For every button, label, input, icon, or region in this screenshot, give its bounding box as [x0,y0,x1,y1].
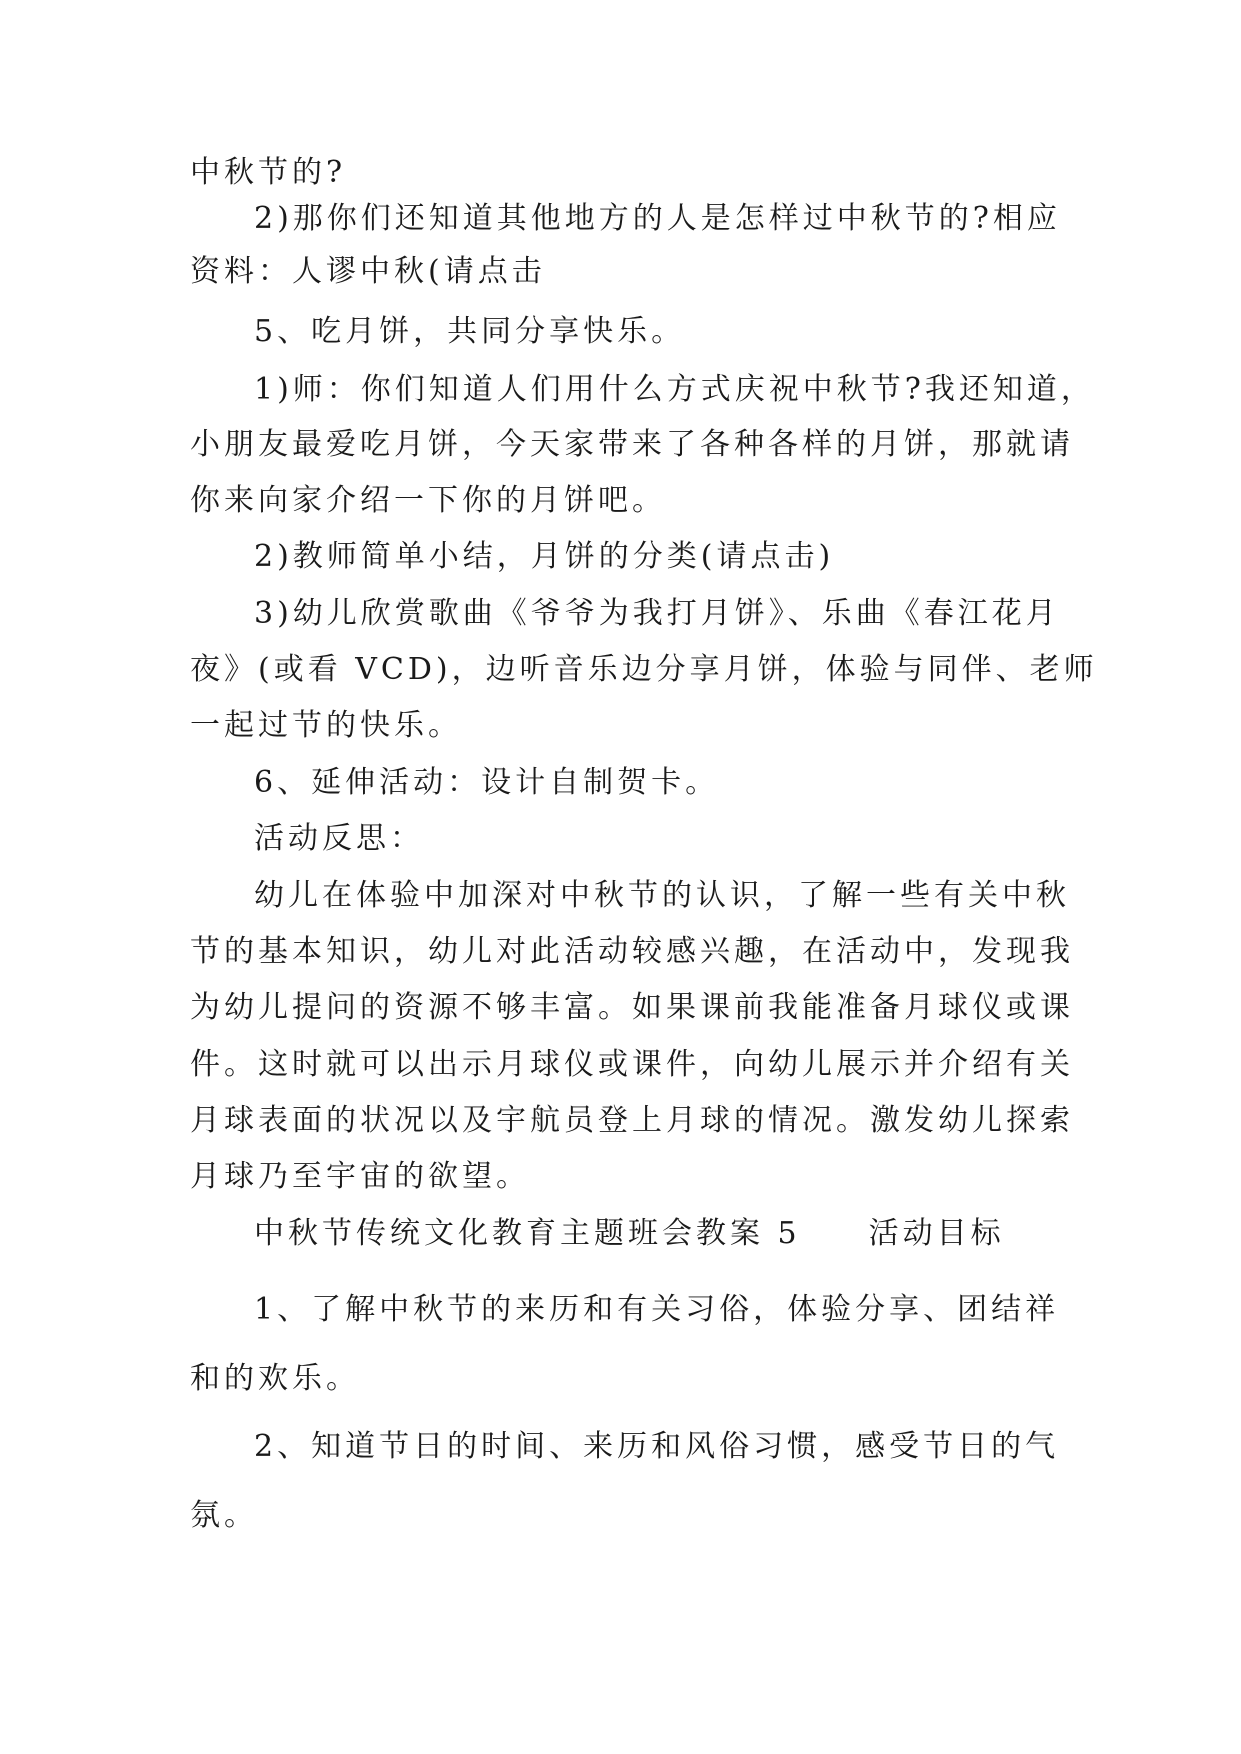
text-line: 和的欢乐。 [190,1361,360,1396]
text-line: 5、吃月饼，共同分享快乐。 [254,314,686,349]
text-line: 月球乃至宇宙的欲望。 [190,1159,530,1194]
text-line: 氛。 [190,1498,258,1533]
text-line: 3)幼儿欣赏歌曲《爷爷为我打月饼》、乐曲《春江花月 [254,596,1060,631]
text-line: 2、知道节日的时间、来历和风俗习惯，感受节日的气 [254,1429,1060,1464]
text-line: 一起过节的快乐。 [190,708,462,743]
text-line: 件。这时就可以出示月球仪或课件，向幼儿展示并介绍有关 [190,1047,1074,1082]
text-line: 你来向家介绍一下你的月饼吧。 [190,483,666,518]
text-line: 夜》(或看 VCD)，边听音乐边分享月饼，体验与同伴、老师 [190,652,1098,687]
text-line: 1)师：你们知道人们用什么方式庆祝中秋节?我还知道， [254,372,1095,407]
text-line: 为幼儿提问的资源不够丰富。如果课前我能准备月球仪或课 [190,990,1074,1025]
text-line: 资料：人谬中秋(请点击 [190,254,546,289]
text-line: 幼儿在体验中加深对中秋节的认识，了解一些有关中秋 [254,878,1070,913]
text-line: 2)那你们还知道其他地方的人是怎样过中秋节的?相应 [254,201,1061,236]
text-line: 节的基本知识，幼儿对此活动较感兴趣，在活动中，发现我 [190,934,1074,969]
text-line: 中秋节的? [190,155,347,190]
text-line: 6、延伸活动：设计自制贺卡。 [254,765,720,800]
text-line: 月球表面的状况以及宇航员登上月球的情况。激发幼儿探索 [190,1103,1074,1138]
text-line: 2)教师简单小结，月饼的分类(请点击) [254,539,835,574]
text-line: 小朋友最爱吃月饼，今天家带来了各种各样的月饼，那就请 [190,427,1074,462]
text-line: 1、了解中秋节的来历和有关习俗，体验分享、团结祥 [254,1292,1060,1327]
text-line: 活动反思： [254,821,424,856]
section-heading-line: 中秋节传统文化教育主题班会教案 5 活动目标 [254,1216,1005,1251]
